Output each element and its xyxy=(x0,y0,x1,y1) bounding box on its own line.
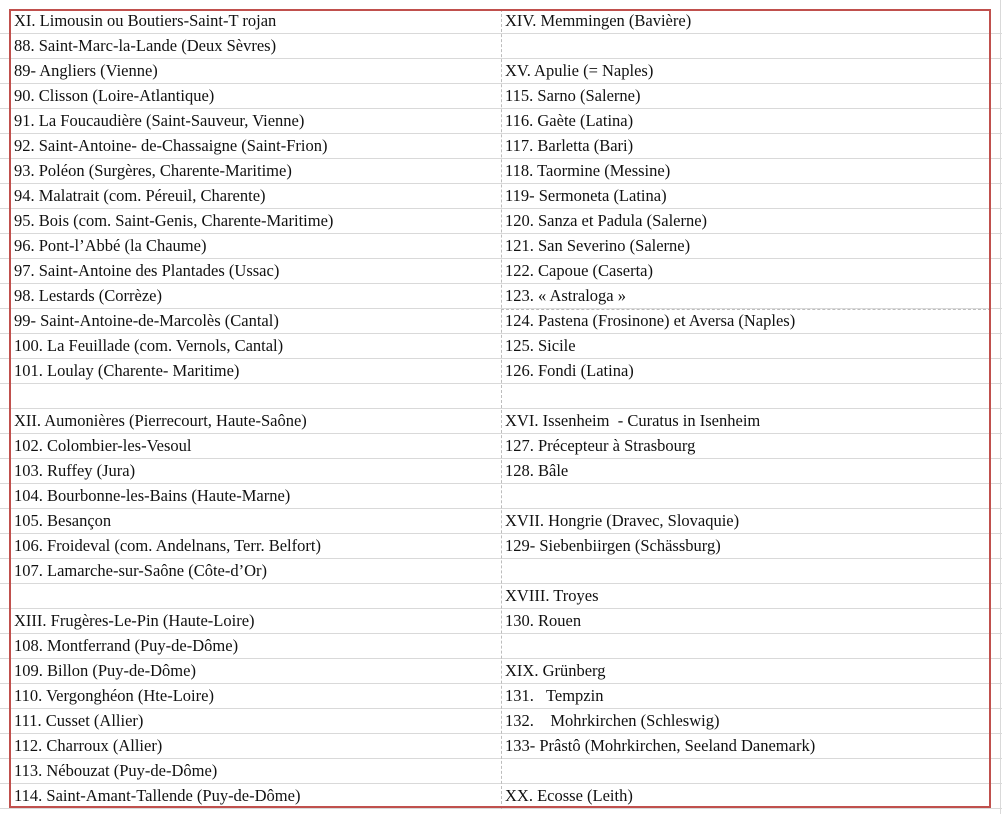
cell-left[interactable]: XII. Aumonières (Pierrecourt, Haute-Saône) xyxy=(14,411,307,430)
page-break-line xyxy=(501,309,991,310)
column-divider xyxy=(501,9,502,809)
cell-right[interactable]: 122. Capoue (Caserta) xyxy=(505,261,653,280)
cell-left[interactable]: 93. Poléon (Surgères, Charente-Maritime) xyxy=(14,161,292,180)
cell-right[interactable]: 129- Siebenbiirgen (Schässburg) xyxy=(505,536,721,555)
cell-right[interactable]: XV. Apulie (= Naples) xyxy=(505,61,654,80)
cell-right[interactable]: 123. « Astraloga » xyxy=(505,286,626,305)
cell-right[interactable]: 133- Prâstô (Mohrkirchen, Seeland Danemark) xyxy=(505,736,816,755)
cell-right[interactable]: XVIII. Troyes xyxy=(505,586,599,605)
cell-left[interactable] xyxy=(14,584,498,608)
cell-right[interactable]: 125. Sicile xyxy=(505,336,576,355)
cell-right[interactable] xyxy=(505,634,989,658)
cell-left[interactable]: 98. Lestards (Corrèze) xyxy=(14,286,162,305)
cell-left[interactable]: 101. Loulay (Charente- Maritime) xyxy=(14,361,240,380)
cell-left[interactable]: 112. Charroux (Allier) xyxy=(14,736,163,755)
cell-right[interactable]: 117. Barletta (Bari) xyxy=(505,136,634,155)
cell-left[interactable] xyxy=(14,384,498,408)
cell-right[interactable]: XIV. Memmingen (Bavière) xyxy=(505,11,692,30)
cell-left[interactable]: 99- Saint-Antoine-de-Marcolès (Cantal) xyxy=(14,311,279,330)
cell-right[interactable]: 131. Tempzin xyxy=(505,686,604,705)
cell-right[interactable]: 119- Sermoneta (Latina) xyxy=(505,186,667,205)
cell-left[interactable]: 89- Angliers (Vienne) xyxy=(14,61,158,80)
cell-left[interactable]: 104. Bourbonne-les-Bains (Haute-Marne) xyxy=(14,486,291,505)
cell-right[interactable] xyxy=(505,484,989,508)
cell-left[interactable]: 100. La Feuillade (com. Vernols, Cantal) xyxy=(14,336,284,355)
cell-left[interactable]: 97. Saint-Antoine des Plantades (Ussac) xyxy=(14,261,280,280)
cell-right[interactable]: 130. Rouen xyxy=(505,611,582,630)
cell-right[interactable] xyxy=(505,384,989,408)
cell-right[interactable] xyxy=(505,759,989,783)
cell-left[interactable]: 109. Billon (Puy-de-Dôme) xyxy=(14,661,196,680)
cell-left[interactable]: 113. Nébouzat (Puy-de-Dôme) xyxy=(14,761,218,780)
cell-left[interactable]: 114. Saint-Amant-Tallende (Puy-de-Dôme) xyxy=(14,786,301,805)
cell-left[interactable]: 102. Colombier-les-Vesoul xyxy=(14,436,192,455)
cell-right[interactable]: 120. Sanza et Padula (Salerne) xyxy=(505,211,708,230)
cell-left[interactable]: 106. Froideval (com. Andelnans, Terr. Belfort) xyxy=(14,536,321,555)
cell-left[interactable]: 92. Saint-Antoine- de-Chassaigne (Saint-Frion) xyxy=(14,136,328,155)
cell-left[interactable]: 108. Montferrand (Puy-de-Dôme) xyxy=(14,636,239,655)
cell-left[interactable]: 107. Lamarche-sur-Saône (Côte-d’Or) xyxy=(14,561,268,580)
cell-left[interactable]: 111. Cusset (Allier) xyxy=(14,711,144,730)
cell-left[interactable]: 96. Pont-l’Abbé (la Chaume) xyxy=(14,236,207,255)
cell-right[interactable]: XVII. Hongrie (Dravec, Slovaquie) xyxy=(505,511,740,530)
cell-right[interactable]: XIX. Grünberg xyxy=(505,661,606,680)
cell-left[interactable]: 103. Ruffey (Jura) xyxy=(14,461,136,480)
cell-left[interactable]: 110. Vergonghéon (Hte-Loire) xyxy=(14,686,214,705)
cell-left[interactable]: XIII. Frugères-Le-Pin (Haute-Loire) xyxy=(14,611,255,630)
cell-right[interactable] xyxy=(505,34,989,58)
gridline xyxy=(1000,0,1001,814)
cell-right[interactable]: XVI. Issenheim - Curatus in Isenheim xyxy=(505,411,761,430)
cell-left[interactable]: 94. Malatrait (com. Péreuil, Charente) xyxy=(14,186,266,205)
cell-right[interactable]: 116. Gaète (Latina) xyxy=(505,111,634,130)
cell-right[interactable]: 128. Bâle xyxy=(505,461,569,480)
cell-right[interactable]: XX. Ecosse (Leith) xyxy=(505,786,633,805)
cell-left[interactable]: 105. Besançon xyxy=(14,511,112,530)
cell-left[interactable]: 88. Saint-Marc-la-Lande (Deux Sèvres) xyxy=(14,36,277,55)
cell-right[interactable]: 115. Sarno (Salerne) xyxy=(505,86,641,105)
cell-right[interactable]: 127. Précepteur à Strasbourg xyxy=(505,436,696,455)
cell-right[interactable]: 118. Taormine (Messine) xyxy=(505,161,671,180)
cell-right[interactable]: 132. Mohrkirchen (Schleswig) xyxy=(505,711,720,730)
cell-left[interactable]: 95. Bois (com. Saint-Genis, Charente-Maritime) xyxy=(14,211,334,230)
cell-right[interactable]: 121. San Severino (Salerne) xyxy=(505,236,691,255)
cell-left[interactable]: XI. Limousin ou Boutiers-Saint-T rojan xyxy=(14,11,277,30)
cell-left[interactable]: 91. La Foucaudière (Saint-Sauveur, Vienne) xyxy=(14,111,305,130)
cell-right[interactable] xyxy=(505,559,989,583)
cell-right[interactable]: 126. Fondi (Latina) xyxy=(505,361,634,380)
cell-left[interactable]: 90. Clisson (Loire-Atlantique) xyxy=(14,86,215,105)
cell-right[interactable]: 124. Pastena (Frosinone) et Aversa (Naples) xyxy=(505,311,796,330)
